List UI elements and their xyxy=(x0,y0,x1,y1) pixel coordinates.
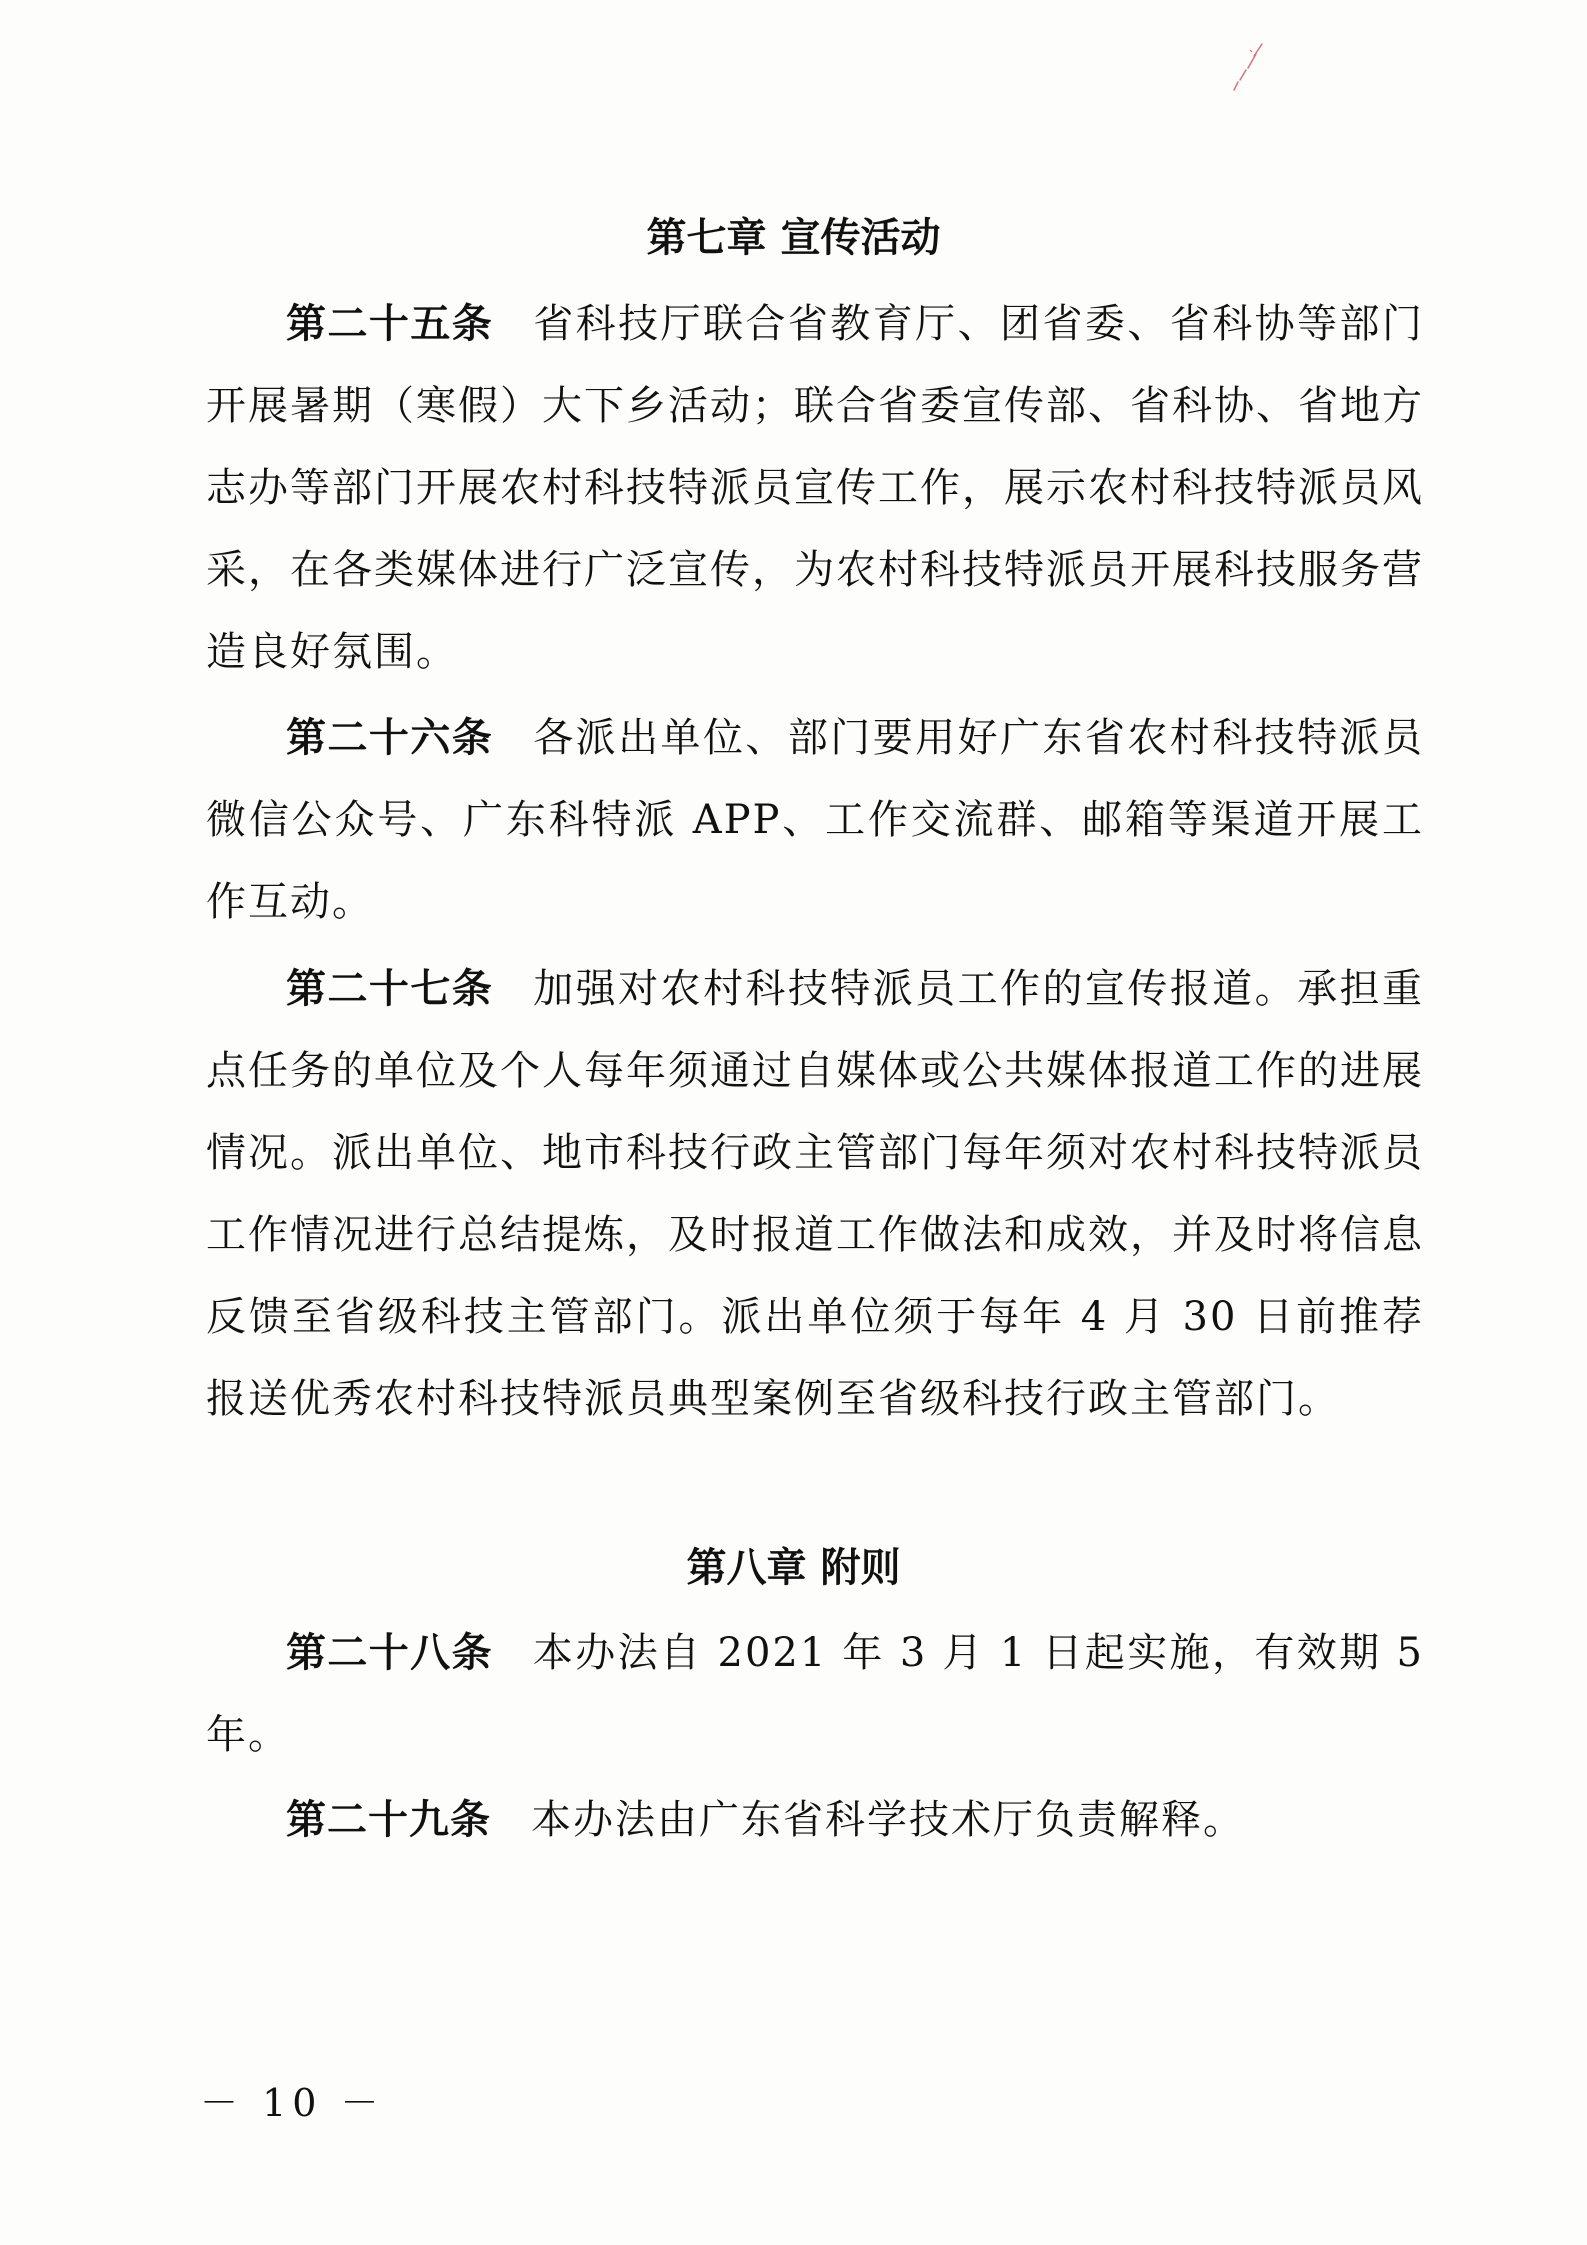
article-28-title: 第二十八条 xyxy=(286,1630,493,1676)
article-26-title: 第二十六条 xyxy=(286,715,494,761)
article-27 xyxy=(206,948,1424,1440)
article-25 xyxy=(206,283,1424,693)
article-28-text: 本办法自 2021 年 3 月 1 日起实施，有效期 5 年。 xyxy=(206,1630,1425,1758)
article-25-title: 第二十五条 xyxy=(286,301,494,347)
page-number: － 10 － xyxy=(200,2081,385,2125)
article-29-text: 本办法由广东省科学技术厅负责解释。 xyxy=(531,1797,1245,1843)
article-27-text: 加强对农村科技特派员工作的宣传报道。承担重点任务的单位及个人每年须通过自媒体或公共媒体报道工作的进展情况。派出单位、地市科技行政主管部门每年须对农村科技特派员工作情况进行总结提炼，及时报道工作做法和成效，并及时将信息反馈至省级科技主管部门。派出单位须于每年 4 月 30 日前推荐报送优秀农村科技特派员典型案例至省级科技行政主管部门。 xyxy=(206,966,1425,1422)
article-26 xyxy=(206,697,1424,943)
chapter-8-title: 第八章 附则 xyxy=(686,1545,901,1591)
article-29 xyxy=(206,1779,1424,1861)
red-mark-decoration xyxy=(1210,38,1270,98)
article-27-title: 第二十七条 xyxy=(286,966,494,1012)
article-28 xyxy=(206,1612,1424,1776)
chapter-7-title: 第七章 宣传活动 xyxy=(646,215,941,261)
article-29-title: 第二十九条 xyxy=(286,1797,491,1843)
article-26-text: 各派出单位、部门要用好广东省农村科技特派员微信公众号、广东科特派 APP、工作交流群、邮箱等渠道开展工作互动。 xyxy=(206,715,1425,925)
article-25-text: 省科技厅联合省教育厅、团省委、省科协等部门开展暑期（寒假）大下乡活动；联合省委宣传部、省科协、省地方志办等部门开展农村科技特派员宣传工作，展示农村科技特派员风采，在各类媒体进行广泛宣传，为农村科技特派员开展科技服务营造良好氛围。 xyxy=(206,301,1425,675)
